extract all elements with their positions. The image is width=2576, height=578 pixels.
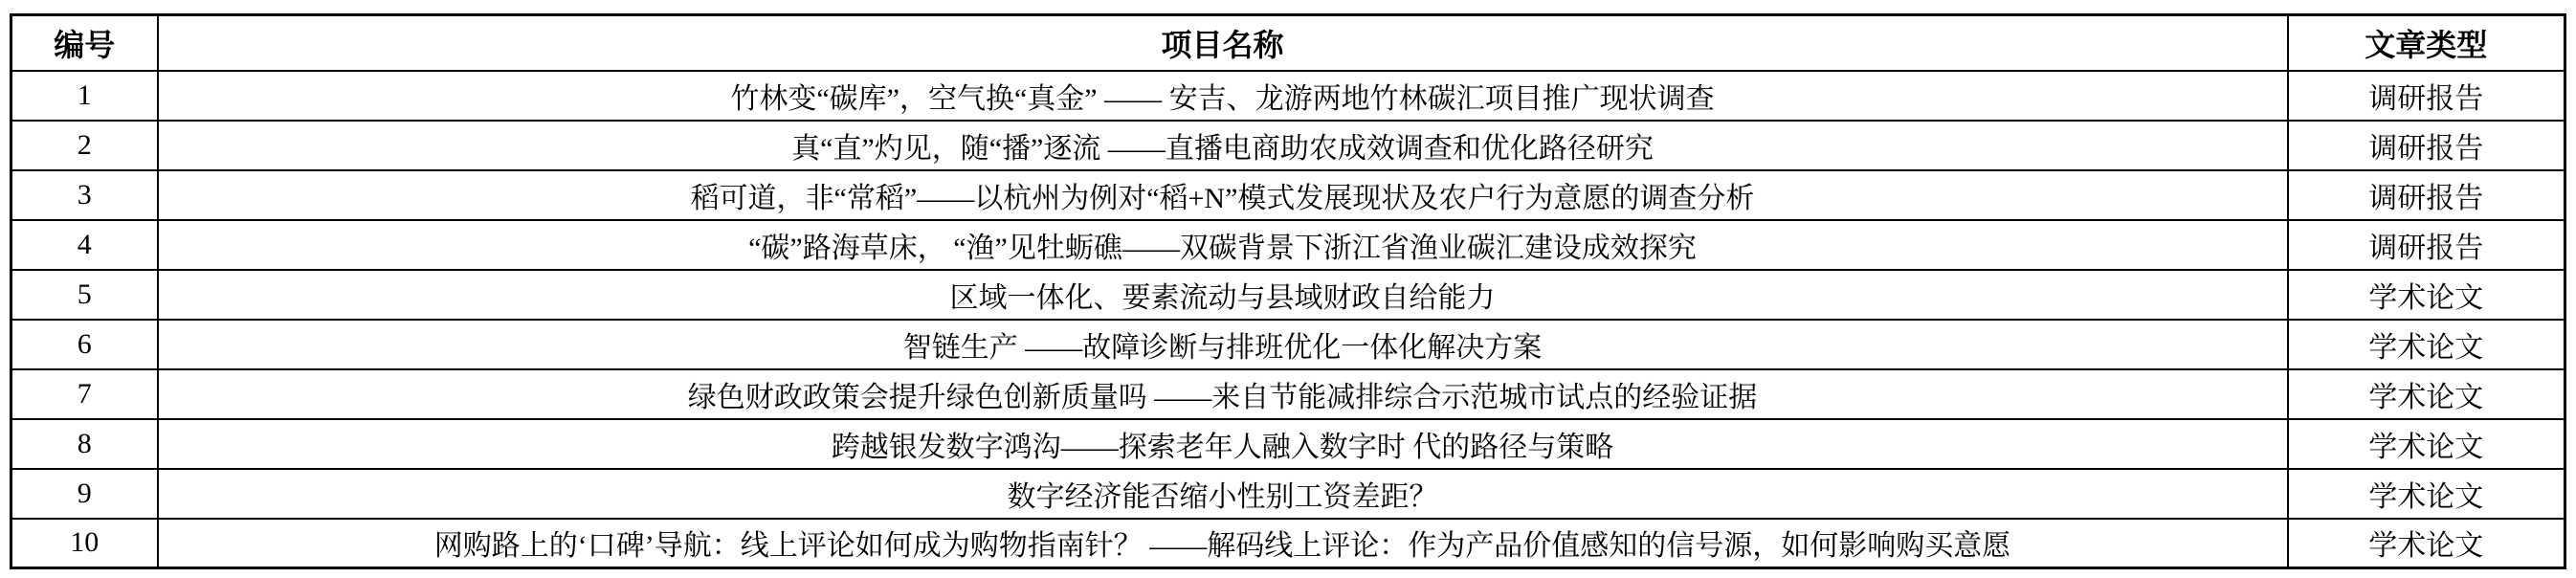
- row-type: 学术论文: [2288, 320, 2565, 369]
- table-row: [11, 121, 2565, 170]
- table-body: [11, 71, 2565, 568]
- row-id: 1: [11, 71, 158, 121]
- row-type: 调研报告: [2288, 71, 2565, 121]
- row-name: 绿色财政政策会提升绿色创新质量吗 ——来自节能减排综合示范城市试点的经验证据: [158, 369, 2288, 419]
- table-row: [11, 320, 2565, 369]
- row-type: 学术论文: [2288, 469, 2565, 519]
- table-row: [11, 519, 2565, 568]
- row-id: 4: [11, 220, 158, 270]
- row-type: 学术论文: [2288, 270, 2565, 320]
- header-cell-name: 项目名称: [158, 15, 2288, 71]
- row-id: 2: [11, 121, 158, 170]
- project-table-container: [10, 13, 2566, 569]
- row-type: 调研报告: [2288, 220, 2565, 270]
- row-name: 智链生产 ——故障诊断与排班优化一体化解决方案: [158, 320, 2288, 369]
- row-name: 稻可道，非“常稻”——以杭州为例对“稻+N”模式发展现状及农户行为意愿的调查分析: [158, 170, 2288, 220]
- row-type: 学术论文: [2288, 519, 2565, 568]
- table-row: [11, 419, 2565, 469]
- row-id: 10: [11, 519, 158, 568]
- table-row: [11, 71, 2565, 121]
- header-cell-type: 文章类型: [2288, 15, 2565, 71]
- table-row: [11, 220, 2565, 270]
- row-type: 调研报告: [2288, 170, 2565, 220]
- row-name: 区域一体化、要素流动与县域财政自给能力: [158, 270, 2288, 320]
- row-name: 真“直”灼见，随“播”逐流 ——直播电商助农成效调查和优化路径研究: [158, 121, 2288, 170]
- row-type: 学术论文: [2288, 369, 2565, 419]
- row-name: 竹林变“碳库”，空气换“真金” —— 安吉、龙游两地竹林碳汇项目推广现状调查: [158, 71, 2288, 121]
- row-name: 网购路上的‘口碑’导航：线上评论如何成为购物指南针？ ——解码线上评论：作为产品价值感知的信号源，如何影响购买意愿: [158, 519, 2288, 568]
- row-id: 7: [11, 369, 158, 419]
- header-row: [11, 15, 2565, 71]
- row-id: 5: [11, 270, 158, 320]
- table-row: [11, 170, 2565, 220]
- table-row: [11, 469, 2565, 519]
- row-id: 6: [11, 320, 158, 369]
- row-name: 数字经济能否缩小性别工资差距？: [158, 469, 2288, 519]
- row-id: 8: [11, 419, 158, 469]
- project-table: [10, 13, 2566, 569]
- row-type: 调研报告: [2288, 121, 2565, 170]
- row-id: 3: [11, 170, 158, 220]
- table-row: [11, 270, 2565, 320]
- row-type: 学术论文: [2288, 419, 2565, 469]
- header-cell-id: 编号: [11, 15, 158, 71]
- table-header: [11, 15, 2565, 71]
- row-id: 9: [11, 469, 158, 519]
- table-row: [11, 369, 2565, 419]
- row-name: “碳”路海草床， “渔”见牡蛎礁——双碳背景下浙江省渔业碳汇建设成效探究: [158, 220, 2288, 270]
- row-name: 跨越银发数字鸿沟——探索老年人融入数字时 代的路径与策略: [158, 419, 2288, 469]
